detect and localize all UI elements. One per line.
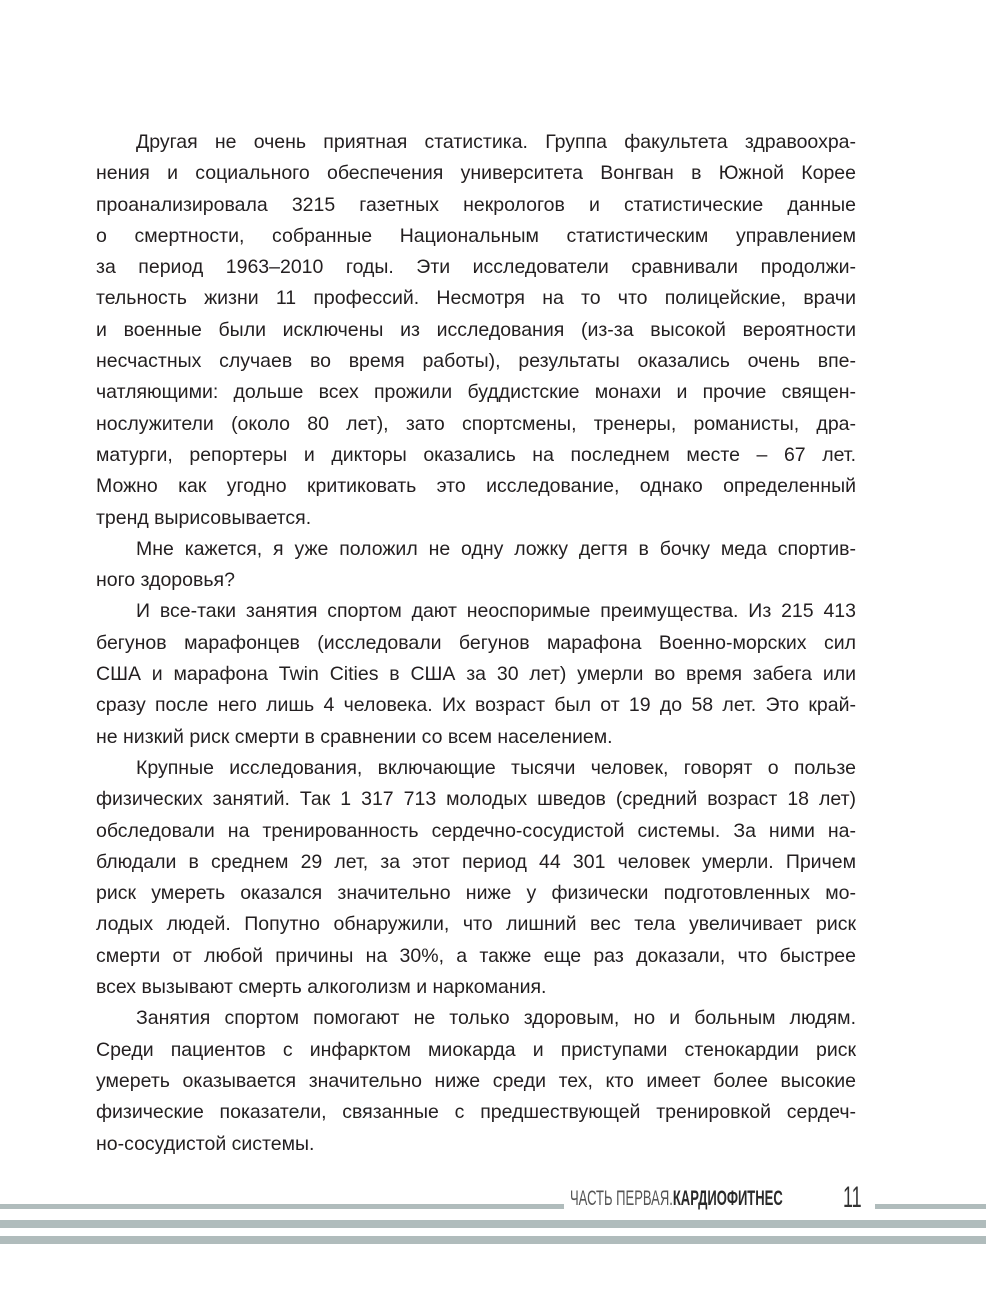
- text-line: чатляющими: дольше всех прожили буддистские монахи и прочие священ-: [96, 381, 856, 404]
- footer-stripe: [0, 1220, 986, 1228]
- paragraph: [96, 1003, 856, 1159]
- text-line: всех вызывают смерть алкоголизм и наркомания.: [96, 976, 547, 999]
- text-line: и военные были исключены из исследования (из-за высокой вероятности: [96, 318, 856, 341]
- text-line: лодых людей. Попутно обнаружили, что лишний вес тела увеличивает риск: [96, 913, 856, 936]
- text-line: блюдали в среднем 29 лет, за этот период 44 301 человек умерли. Причем: [96, 850, 856, 873]
- body-text: [96, 127, 856, 1160]
- text-line: нения и социального обеспечения университета Вонгван в Южной Корее: [96, 162, 856, 185]
- paragraph: [96, 596, 856, 752]
- text-line: нослужители (около 80 лет), зато спортсмены, тренеры, романисты, дра-: [96, 412, 856, 435]
- running-head: [570, 1187, 783, 1211]
- text-line: несчастных случаев во время работы), результаты оказались очень впе-: [96, 350, 856, 373]
- text-line: риск умереть оказался значительно ниже у физически подготовленных мо-: [96, 882, 856, 905]
- text-line: проанализировала 3215 газетных некрологов и статистические данные: [96, 193, 856, 216]
- text-line: за период 1963–2010 годы. Эти исследователи сравнивали продолжи-: [96, 256, 856, 279]
- paragraph: [96, 534, 856, 597]
- text-line: ного здоровья?: [96, 569, 235, 592]
- text-line: смерти от любой причины на 30%, а также еще раз доказали, что быстрее: [96, 944, 856, 967]
- running-head-chapter: КАРДИОФИТНЕС: [672, 1187, 783, 1210]
- text-line: бегунов марафонцев (исследовали бегунов марафона Военно-морских сил: [96, 631, 856, 654]
- footer-stripe: [875, 1204, 986, 1209]
- text-line: физических занятий. Так 1 317 713 молодых шведов (средний возраст 18 лет): [96, 788, 856, 811]
- text-line: умереть оказывается значительно ниже среди тех, кто имеет более высокие: [96, 1069, 856, 1092]
- text-line: Можно как угодно критиковать это исследование, однако определенный: [96, 475, 856, 498]
- paragraph: [96, 753, 856, 1003]
- text-line: обследовали на тренированность сердечно-сосудистой системы. За ними на-: [96, 819, 856, 842]
- text-line: матурги, репортеры и дикторы оказались на последнем месте – 67 лет.: [96, 443, 856, 466]
- text-line: о смертности, собранные Национальным статистическим управлением: [96, 224, 856, 247]
- text-line: Среди пациентов с инфарктом миокарда и приступами стенокардии риск: [96, 1038, 856, 1061]
- text-line: сразу после него лишь 4 человека. Их возраст был от 19 до 58 лет. Это край-: [96, 694, 856, 717]
- text-line: но-сосудистой системы.: [96, 1132, 315, 1155]
- page-number: 11: [843, 1181, 862, 1214]
- text-line: Другая не очень приятная статистика. Группа факультета здравоохра-: [136, 131, 856, 153]
- text-line: Крупные исследования, включающие тысячи человек, говорят о пользе: [136, 756, 856, 779]
- text-line: Мне кажется, я уже положил не одну ложку дегтя в бочку меда спортив-: [136, 537, 856, 560]
- text-line: физические показатели, связанные с предшествующей тренировкой сердеч-: [96, 1101, 856, 1124]
- text-line: тельность жизни 11 профессий. Несмотря на то что полицейские, врачи: [96, 287, 856, 310]
- footer-stripe: [0, 1236, 986, 1244]
- footer-stripe: [0, 1204, 564, 1209]
- text-line: не низкий риск смерти в сравнении со всем населением.: [96, 725, 613, 748]
- text-line: тренд вырисовывается.: [96, 506, 312, 529]
- text-line: И все-таки занятия спортом дают неоспоримые преимущества. Из 215 413: [136, 600, 856, 623]
- text-line: Занятия спортом помогают не только здоровым, но и больным людям.: [136, 1007, 856, 1030]
- text-line: США и марафона Twin Cities в США за 30 лет) умерли во время забега или: [96, 663, 856, 686]
- running-head-part: ЧАСТЬ ПЕРВАЯ.: [570, 1187, 673, 1210]
- paragraph: [96, 127, 856, 534]
